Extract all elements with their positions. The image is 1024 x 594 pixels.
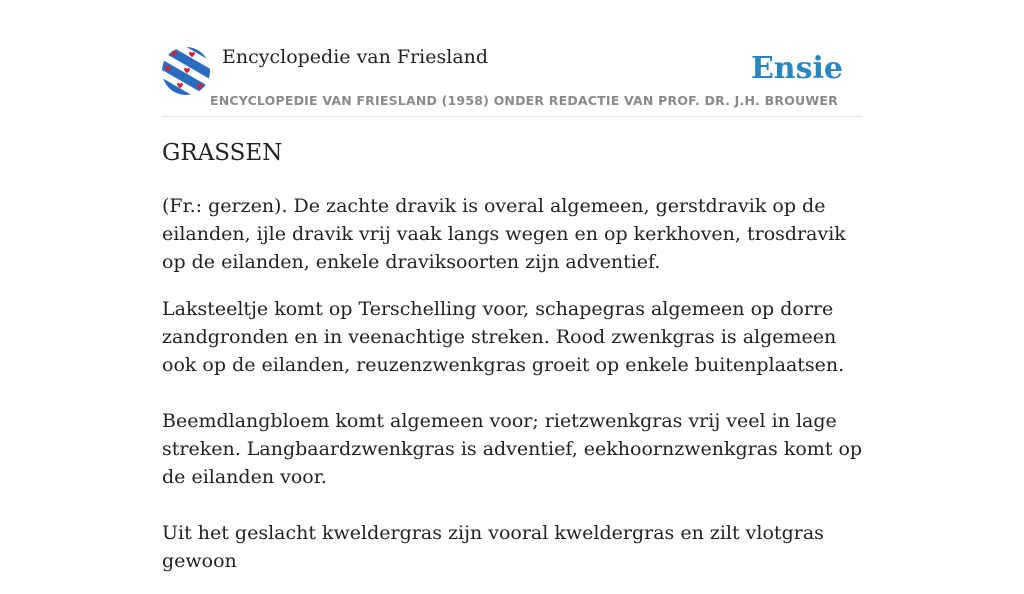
frisian-flag-logo-svg: [162, 47, 210, 95]
article-paragraph: (Fr.: gerzen). De zachte dravik is overal algemeen, gerstdravik op de eilanden, ijle dravik vrij vaak langs wegen en op kerkhoven, trosdravik op de eilanden, enkele draviksoorten zijn adventief.: [162, 195, 846, 273]
ensie-brand-logo[interactable]: Ensie: [750, 51, 843, 86]
article-paragraph: Uit het geslacht kweldergras zijn vooral kweldergras en zilt vlotgras gewoon: [162, 522, 824, 572]
article-title: GRASSEN: [162, 140, 283, 166]
article-paragraph: Laksteeltje komt op Terschelling voor, schapegras algemeen op dorre zandgronden en in veenachtige streken. Rood zwenkgras is algemeen ook op de eilanden, reuzenzwenkgras groeit op enkele buitenplaatsen.: [162, 298, 845, 376]
site-header: [162, 46, 862, 117]
encyclopedia-subtitle: ENCYCLOPEDIE VAN FRIESLAND (1958) ONDER REDACTIE VAN PROF. DR. J.H. BROUWER: [210, 93, 838, 108]
frisian-flag-logo-icon[interactable]: [162, 47, 210, 95]
article-body: [162, 192, 866, 594]
site-title[interactable]: Encyclopedie van Friesland: [222, 46, 489, 68]
article-paragraph: Beemdlangbloem komt algemeen voor; rietzwenkgras vrij veel in lage streken. Langbaardzwenkgras is adventief, eekhoornzwenkgras komt op de eilanden voor.: [162, 410, 863, 488]
